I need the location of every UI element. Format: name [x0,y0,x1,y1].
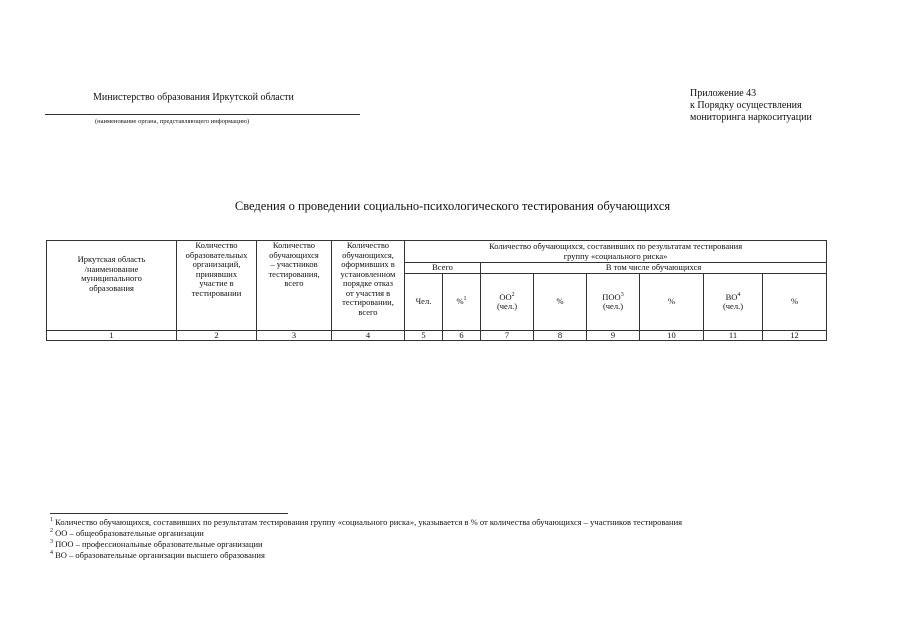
footnotes [50,517,682,561]
header-including: В том числе обучающихся [481,263,827,274]
header-participants: Количество обучающихся – участников тестирования, всего [257,241,332,331]
appendix-line-3: мониторинга наркоситуации [690,112,812,123]
org-caption: (наименование органа, представляющего информацию) [95,118,250,125]
header-total: Всего [405,263,481,274]
testing-table [46,240,827,341]
col-number: 6 [443,331,481,341]
document-title: Сведения о проведении социально-психологического тестирования обучающихся [234,199,671,213]
header-vo-pct: % [763,274,827,331]
col-number: 1 [47,331,177,341]
ministry-name: Министерство образования Иркутской области [93,92,294,103]
col-number: 9 [587,331,640,341]
col-number: 2 [177,331,257,341]
header-poo-pct: % [640,274,704,331]
header-vo: $ВО^4$ (чел.) [704,274,763,331]
appendix-note [690,88,812,124]
header-chel: Чел. [405,274,443,331]
footnote-separator [50,513,288,514]
footnote-2: $^2$ ОО – общеобразовательные организации [50,528,204,538]
col-number: 3 [257,331,332,341]
col-number: 4 [332,331,405,341]
footnote-3: $^3$ ПОО – профессиональные образовательные организации [50,539,263,549]
header-org-count: Количество образовательных организаций, принявших участие в тестировании [177,241,257,331]
appendix-line-2: к Порядку осуществления [690,100,802,111]
col-number: 11 [704,331,763,341]
header-refusals: Количество обучающихся, оформивших в установленном порядке отказ от участия в тестировании, всего [332,241,405,331]
footnote-4: $^4$ ВО – образовательные организации высшего образования [50,550,265,560]
col-number: 8 [534,331,587,341]
col-number: 10 [640,331,704,341]
column-number-row [47,331,827,341]
org-underline [45,114,360,115]
col-number: 7 [481,331,534,341]
header-risk-group: Количество обучающихся, составивших по результатам тестирования группу «социального риска» [405,241,827,263]
col-number: 12 [763,331,827,341]
header-oo: $ОО^2$ (чел.) [481,274,534,331]
header-oo-pct: % [534,274,587,331]
header-pct-total: %$^1$ [443,274,481,331]
header-poo: ПОО$^3$ (чел.) [587,274,640,331]
col-number: 5 [405,331,443,341]
header-region: Иркутская область /наименование муниципального образования [47,241,177,331]
appendix-line-1: Приложение 43 [690,88,757,99]
footnote-1: $^1$ Количество обучающихся, составивших по результатам тестирования группу «социального риска», указывается в % от количества обучающихся – участников тестирования [50,517,683,527]
